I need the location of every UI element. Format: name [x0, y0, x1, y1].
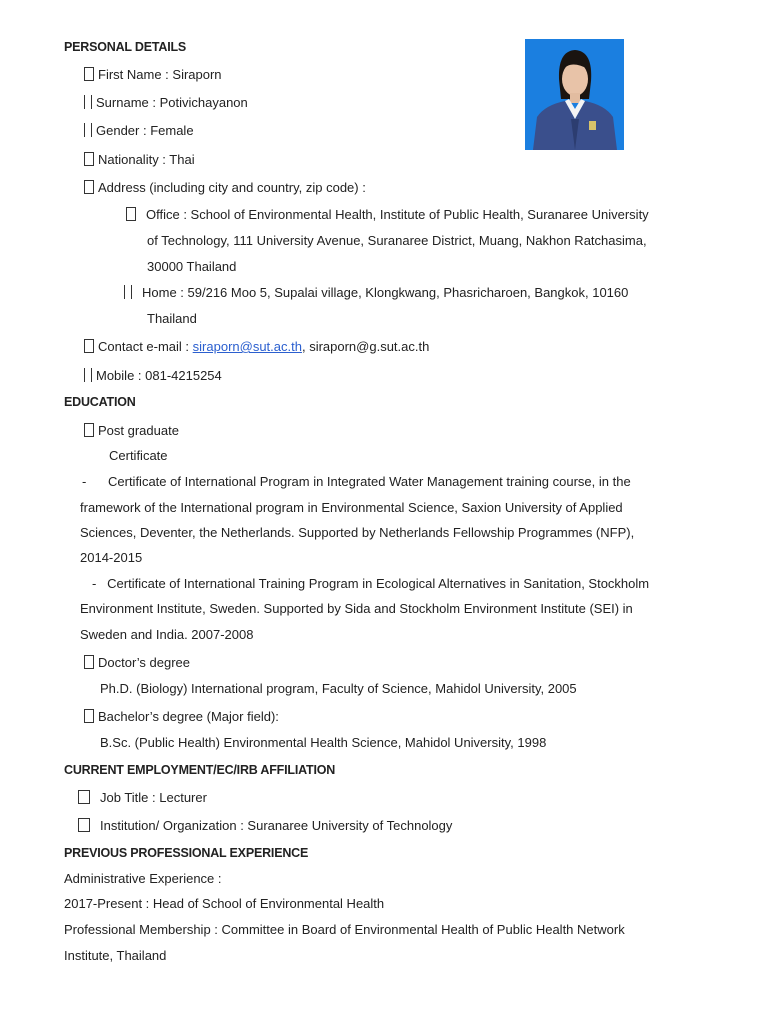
- section-heading-experience: PREVIOUS PROFESSIONAL EXPERIENCE: [64, 846, 309, 860]
- section-heading-personal: PERSONAL DETAILS: [64, 40, 187, 54]
- checkbox-icon: [84, 423, 94, 437]
- checkbox-icon: [84, 339, 94, 353]
- doctor-degree: Doctor’s degree: [98, 655, 191, 670]
- address-row: [84, 180, 366, 196]
- checkbox-icon: [84, 152, 94, 166]
- checkbox-icon: [78, 790, 90, 804]
- nationality-row: [84, 152, 195, 168]
- bar-icon: [91, 123, 92, 137]
- profile-photo: [525, 39, 624, 150]
- bar-icon: [84, 95, 85, 109]
- portrait-icon: [525, 39, 624, 150]
- checkbox-icon: [84, 709, 94, 723]
- surname: Surname : Potivichayanon: [96, 95, 248, 110]
- office-line-1: Office : School of Environmental Health, Institute of Public Health, Suranaree University: [146, 207, 649, 222]
- checkbox-icon: [126, 207, 136, 221]
- institution-row: [78, 818, 452, 834]
- cert2-line-1: - Certificate of International Training Program in Ecological Alternatives in Sanitation, Stockholm: [92, 576, 650, 591]
- first-name-row: [84, 67, 222, 83]
- contact-row: [84, 339, 429, 355]
- bar-icon: [91, 95, 92, 109]
- home-line-2: Thailand: [147, 311, 197, 326]
- home-line-1: Home : 59/216 Moo 5, Supalai village, Klongkwang, Phasricharoen, Bangkok, 10160: [142, 285, 629, 300]
- first-name: First Name : Siraporn: [98, 67, 222, 82]
- checkbox-icon: [78, 818, 90, 832]
- surname-row: [84, 95, 248, 111]
- cert2-line-3: Sweden and India. 2007-2008: [80, 627, 254, 642]
- office-line-3: 30000 Thailand: [147, 259, 237, 274]
- cert1-line-4: 2014-2015: [80, 550, 143, 565]
- office-line-2: of Technology, 111 University Avenue, Suranaree District, Muang, Nakhon Ratchasima,: [147, 233, 647, 248]
- checkbox-icon: [84, 655, 94, 669]
- post-graduate: Post graduate: [98, 423, 179, 438]
- contact-label: Contact e-mail :: [98, 339, 193, 354]
- cert1-line-3: Sciences, Deventer, the Netherlands. Supported by Netherlands Fellowship Programmes (NFP),: [80, 525, 635, 540]
- admin-label: Administrative Experience :: [64, 871, 222, 886]
- certificate-label: Certificate: [109, 448, 168, 463]
- membership-line-1: Professional Membership : Committee in Board of Environmental Health of Public Health Network: [64, 922, 625, 937]
- section-heading-education: EDUCATION: [64, 395, 136, 409]
- bachelor-row: [84, 709, 279, 725]
- doctor-row: [84, 655, 190, 671]
- cert1-line-1: - Certificate of International Program in Integrated Water Management training course, in the: [82, 474, 631, 489]
- job-title: Job Title : Lecturer: [100, 790, 207, 805]
- mobile-row: [84, 368, 222, 384]
- admin-item: 2017-Present : Head of School of Environmental Health: [64, 896, 385, 911]
- office-row: [126, 207, 649, 223]
- nationality: Nationality : Thai: [98, 152, 195, 167]
- gender: Gender : Female: [96, 123, 194, 138]
- cert2-line-2: Environment Institute, Sweden. Supported by Sida and Stockholm Environment Institute (SEI) in: [80, 601, 633, 616]
- bar-icon: [84, 123, 85, 137]
- email-secondary: , siraporn@g.sut.ac.th: [301, 339, 430, 354]
- checkbox-icon: [84, 180, 94, 194]
- membership-line-2: Institute, Thailand: [64, 948, 167, 963]
- checkbox-icon: [84, 67, 94, 81]
- gender-row: [84, 123, 194, 139]
- phd-detail: Ph.D. (Biology) International program, Faculty of Science, Mahidol University, 2005: [100, 681, 577, 696]
- bsc-detail: B.Sc. (Public Health) Environmental Health Science, Mahidol University, 1998: [100, 735, 547, 750]
- institution: Institution/ Organization : Suranaree University of Technology: [100, 818, 453, 833]
- post-graduate-row: [84, 423, 179, 439]
- mobile: Mobile : 081-4215254: [96, 368, 222, 383]
- bachelor-degree: Bachelor’s degree (Major field):: [98, 709, 279, 724]
- bar-icon: [84, 368, 85, 382]
- bar-icon: [124, 285, 125, 299]
- cert1-line-2: framework of the International program in Environmental Science, Saxion University of Applied: [80, 500, 623, 515]
- bar-icon: [91, 368, 92, 382]
- home-row: [124, 285, 628, 301]
- section-heading-employment: CURRENT EMPLOYMENT/EC/IRB AFFILIATION: [64, 763, 336, 777]
- address-label: Address (including city and country, zip code) :: [98, 180, 366, 195]
- email-link[interactable]: siraporn@sut.ac.th: [192, 339, 302, 354]
- job-title-row: [78, 790, 207, 806]
- bar-icon: [131, 285, 132, 299]
